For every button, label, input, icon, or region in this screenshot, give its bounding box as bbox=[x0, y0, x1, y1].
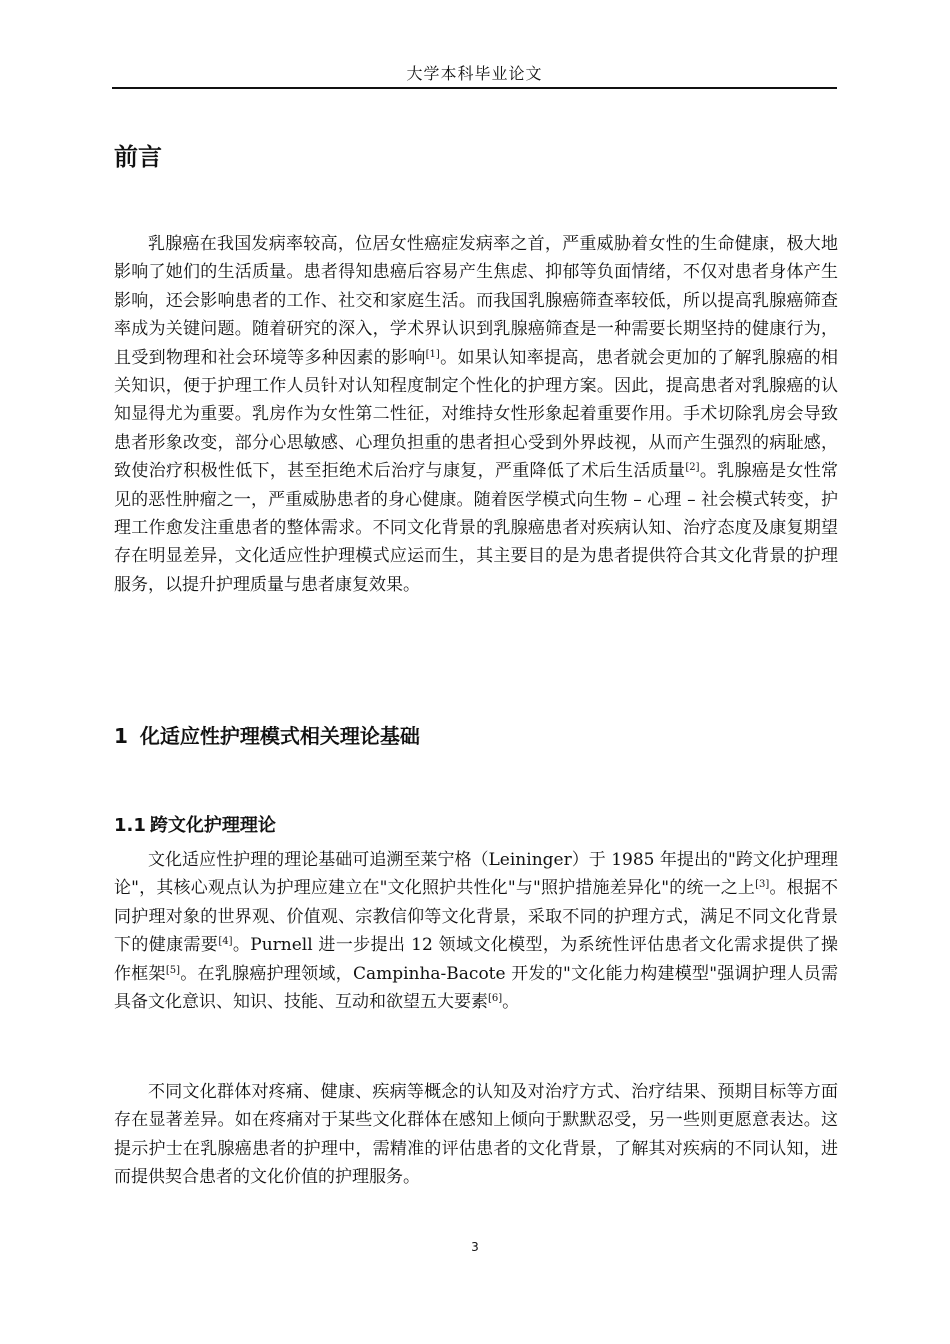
section-1-1-number: 1.1 bbox=[114, 815, 146, 836]
theory-paragraph-1 bbox=[114, 846, 838, 1016]
page-number: 3 bbox=[471, 1240, 479, 1254]
citation-5: [5] bbox=[165, 964, 180, 976]
preface-text-b: 。如果认知率提高，患者就会更加的了解乳腺癌的相关知识，便于护理工作人员针对认知程度制定个性化的护理方案。因此，提高患者对乳腺癌的认知显得尤为重要。乳房作为女性第二性征，对维持女性形象起着重要作用。手术切除乳房会导致患者形象改变，部分心思敏感、心理负担重的患者担心受到外界歧视，从而产生强烈的病耻感，致使治疗积极性低下，甚至拒绝术后治疗与康复，严重降低了术后生活质量 bbox=[114, 347, 839, 482]
citation-6: [6] bbox=[488, 993, 503, 1005]
theory-text-a: 文化适应性护理的理论基础可追溯至莱宁格（Leininger）于 1985 年提出的"跨文化护理理论"，其核心观点认为护理应建立在"文化照护共性化"与"照护措施差异化"的统一之上 bbox=[114, 850, 838, 899]
citation-4: [4] bbox=[218, 936, 233, 948]
section-1-title: 化适应性护理模式相关理论基础 bbox=[139, 724, 420, 748]
section-title-preface: 前言 bbox=[114, 143, 162, 171]
section-1-number: 1 bbox=[114, 724, 128, 748]
citation-2: [2] bbox=[685, 462, 700, 474]
theory-text-e: 。 bbox=[502, 992, 520, 1013]
header-divider bbox=[112, 87, 837, 89]
theory-paragraph-2: 不同文化群体对疼痛、健康、疾病等概念的认知及对治疗方式、治疗结果、预期目标等方面存在显著差异。如在疼痛对于某些文化群体在感知上倾向于默默忍受，另一些则更愿意表达。这提示护士在乳腺癌患者的护理中，需精准的评估患者的文化背景，了解其对疾病的不同认知，进而提供契合患者的文化价值的护理服务。 bbox=[114, 1082, 838, 1188]
citation-1: [1] bbox=[425, 348, 440, 360]
theory-text-c: 。Purnell 进一步提出 12 领域文化模型，为系统性评估患者文化需求提供了操作框架 bbox=[114, 935, 838, 984]
section-1-heading bbox=[114, 722, 420, 750]
section-1-1-heading bbox=[114, 813, 276, 839]
citation-3: [3] bbox=[755, 879, 770, 891]
theory-text-d: 。在乳腺癌护理领域，Campinha-Bacote 开发的"文化能力构建模型"强调护理人员需具备文化意识、知识、技能、互动和欲望五大要素 bbox=[114, 963, 838, 1013]
page-header-title: 大学本科毕业论文 bbox=[406, 64, 543, 83]
section-1-1-title: 跨文化护理理论 bbox=[149, 815, 276, 836]
theory-text-b: 。根据不同护理对象的世界观、价值观、宗教信仰等文化背景，采取不同的护理方式，满足不同文化背景下的健康需要 bbox=[114, 878, 838, 956]
preface-text-a: 乳腺癌在我国发病率较高，位居女性癌症发病率之首，严重威胁着女性的生命健康，极大地影响了她们的生活质量。患者得知患癌后容易产生焦虑、抑郁等负面情绪，不仅对患者身体产生影响，还会影响患者的工作、社交和家庭生活。而我国乳腺癌筛查率较低，所以提高乳腺癌筛查率成为关键问题。随着研究的深入，学术界认识到乳腺癌筛查是一种需要长期坚持的健康行为，且受到物理和社会环境等多种因素的影响 bbox=[114, 234, 838, 368]
preface-text-c: 。乳腺癌是女性常见的恶性肿瘤之一，严重威胁患者的身心健康。随着医学模式向生物 – 心理 – 社会模式转变，护理工作愈发注重患者的整体需求。不同文化背景的乳腺癌患者对疾病认知、治疗态度及康复期望存在明显差异，文化适应性护理模式应运而生，其主要目的是为患者提供符合其文化背景的护理服务，以提升护理质量与患者康复效果。 bbox=[114, 461, 839, 595]
preface-paragraph bbox=[114, 230, 838, 599]
